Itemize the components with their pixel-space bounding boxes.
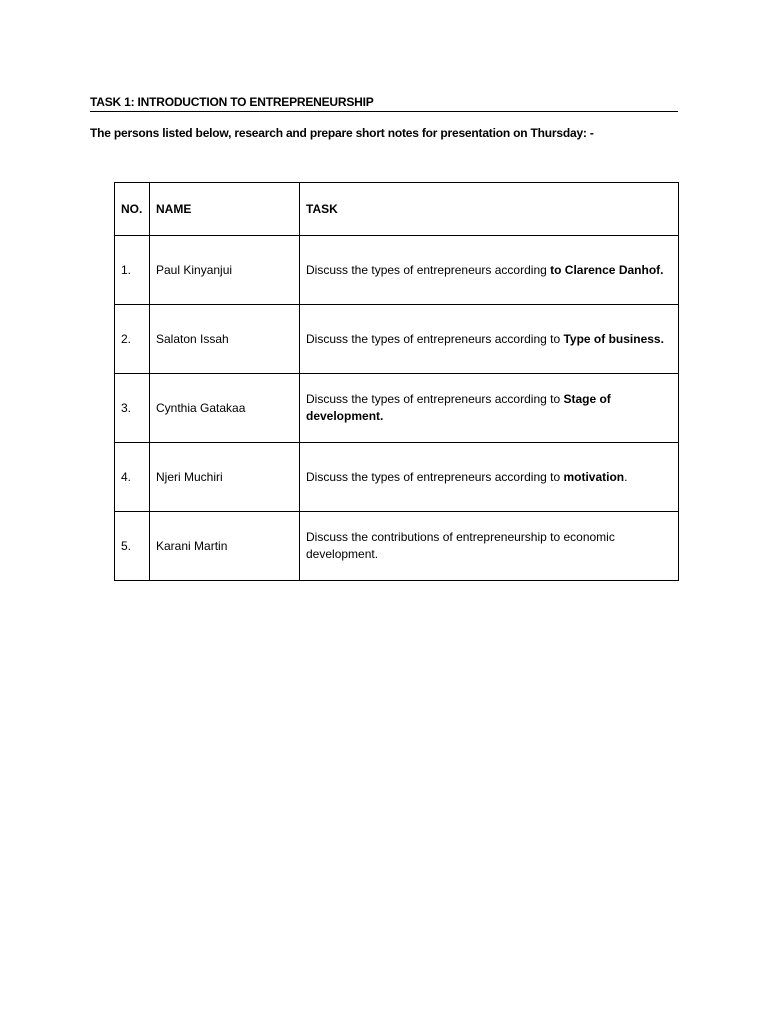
task-text: Discuss the contributions of entrepreneurship to economic development. [306,530,615,561]
task-description [300,512,679,581]
task-text: Discuss the types of entrepreneurs according to [306,392,564,406]
table-row [115,512,679,581]
assignment-table [114,182,679,581]
task-text: Discuss the types of entrepreneurs according to [306,469,564,484]
task-text: Discuss the types of entrepreneurs according to [306,331,564,346]
table-header-row [115,183,679,236]
task-description [300,443,679,512]
task-description [300,305,679,374]
student-name: Paul Kinyanjui [150,236,300,305]
task-text: Discuss the types of entrepreneurs according [306,262,551,277]
task-emphasis: motivation [563,469,625,484]
document-heading: TASK 1: INTRODUCTION TO ENTREPRENEURSHIP [90,95,374,109]
task-emphasis: to Clarence Danhof. [550,262,664,277]
task-tail: . [624,469,628,484]
task-description [300,374,679,443]
instructions-text: The persons listed below, research and prepare short notes for presentation on Thursday: - [90,126,594,140]
task-emphasis: Stage of development. [306,392,611,423]
table-row [115,374,679,443]
row-number: 4. [115,443,150,512]
column-header-name: NAME [150,183,300,236]
task-description [300,236,679,305]
column-header-task: TASK [300,183,679,236]
student-name: Salaton Issah [150,305,300,374]
table-row [115,305,679,374]
task-emphasis: Type of business. [563,331,664,346]
heading-underline [90,111,678,112]
row-number: 1. [115,236,150,305]
row-number: 3. [115,374,150,443]
column-header-no: NO. [115,183,150,236]
student-name: Njeri Muchiri [150,443,300,512]
table-row [115,443,679,512]
row-number: 2. [115,305,150,374]
row-number: 5. [115,512,150,581]
student-name: Cynthia Gatakaa [150,374,300,443]
table-row [115,236,679,305]
student-name: Karani Martin [150,512,300,581]
